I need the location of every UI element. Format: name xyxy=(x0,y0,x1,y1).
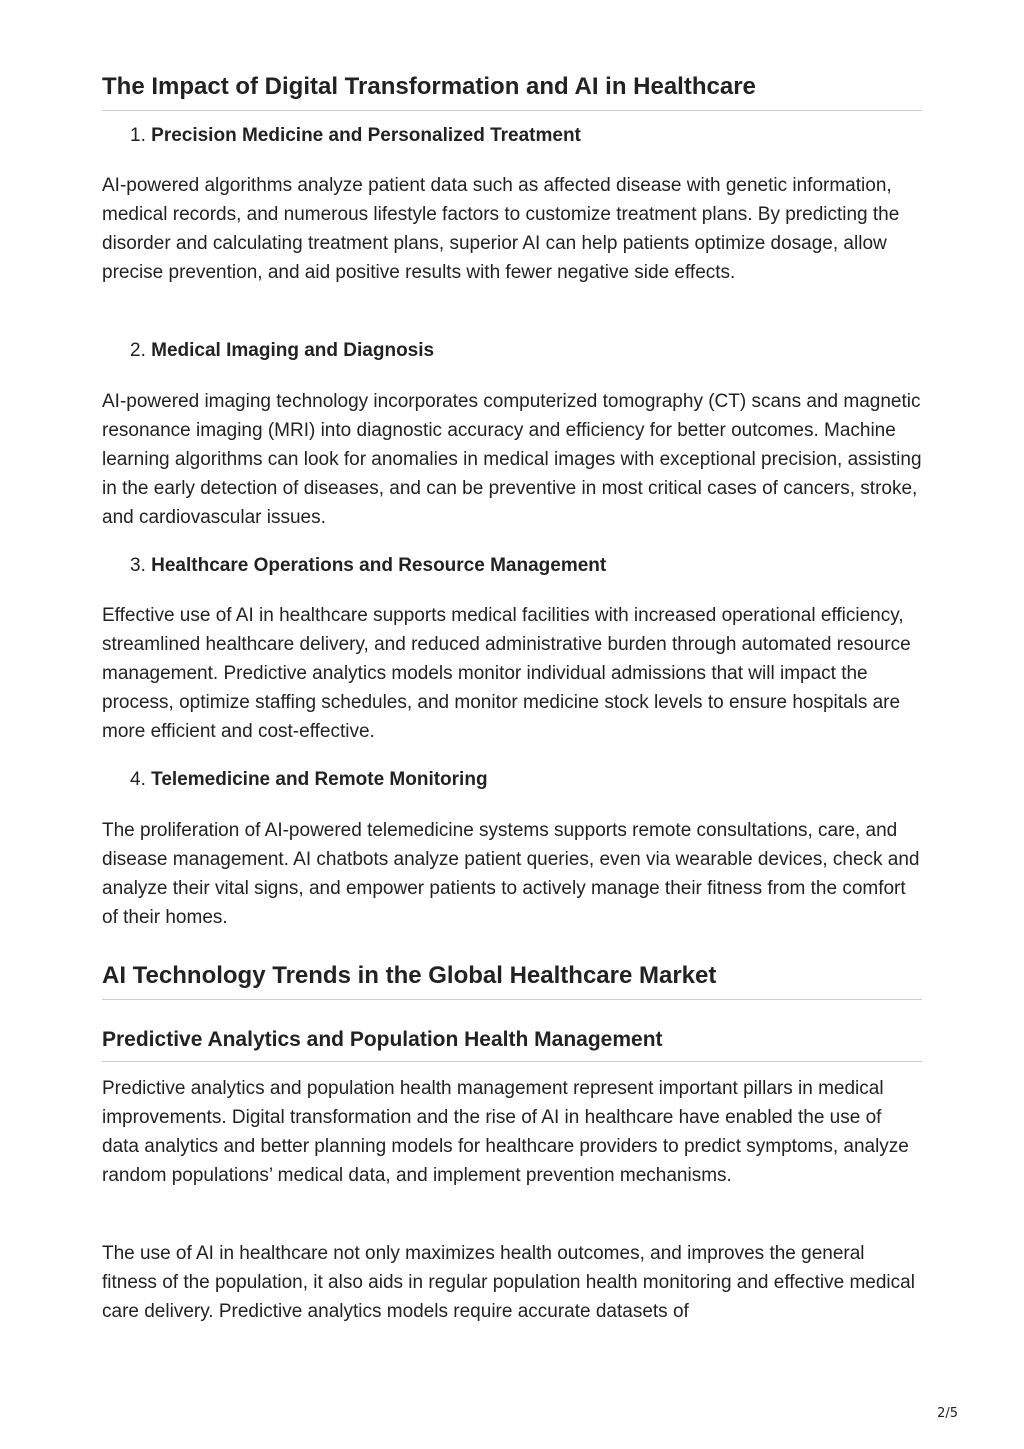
list-item-2 xyxy=(102,339,922,363)
subheading-predictive-analytics: Predictive Analytics and Population Health Management xyxy=(102,1027,922,1062)
paragraph-healthcare-operations: Effective use of AI in healthcare supports medical facilities with increased operational efficiency, streamlined healthcare delivery, and reduced administrative burden through automated resource management. Predictive analytics models monitor individual admissions that will impact the process, optimize staffing schedules, and monitor medicine stock levels to ensure hospitals are more efficient and cost-effective. xyxy=(102,605,911,742)
paragraph-predictive-analytics-2: The use of AI in healthcare not only maximizes health outcomes, and improves the general fitness of the population, it also aids in regular population health monitoring and effective medical care delivery. Predictive analytics models require accurate datasets of xyxy=(102,1243,915,1322)
list-item-4 xyxy=(102,768,922,792)
list-item-title: Precision Medicine and Personalized Treatment xyxy=(151,125,581,146)
page-number: 2/5 xyxy=(937,1406,958,1421)
list-number: 4. xyxy=(130,769,146,790)
list-item-3 xyxy=(102,554,922,578)
list-number: 3. xyxy=(130,555,146,576)
list-number: 1. xyxy=(130,125,146,146)
list-number: 2. xyxy=(130,340,146,361)
list-item-title: Medical Imaging and Diagnosis xyxy=(151,340,435,361)
list-item-1 xyxy=(102,124,922,148)
paragraph-telemedicine: The proliferation of AI-powered telemedicine systems supports remote consultations, care, and disease management. AI chatbots analyze patient queries, even via wearable devices, check and analyze their vital signs, and empower patients to actively manage their fitness from the comfort of their homes. xyxy=(102,820,920,928)
paragraph-medical-imaging: AI-powered imaging technology incorporates computerized tomography (CT) scans and magnetic resonance imaging (MRI) into diagnostic accuracy and efficiency for better outcomes. Machine learning algorithms can look for anomalies in medical images with exceptional precision, assisting in the early detection of diseases, and can be preventive in most critical cases of cancers, stroke, and cardiovascular issues. xyxy=(102,391,922,528)
paragraph-predictive-analytics-1: Predictive analytics and population health management represent important pillars in medical improvements. Digital transformation and the rise of AI in healthcare have enabled the use of data analytics and better planning models for healthcare providers to predict symptoms, analyze random populations’ medical data, and implement prevention mechanisms. xyxy=(102,1078,909,1186)
paragraph-precision-medicine: AI-powered algorithms analyze patient data such as affected disease with genetic information, medical records, and numerous lifestyle factors to customize treatment plans. By predicting the disorder and calculating treatment plans, superior AI can help patients optimize dosage, allow precise prevention, and aid positive results with fewer negative side effects. xyxy=(102,175,900,283)
list-item-title: Telemedicine and Remote Monitoring xyxy=(151,769,488,790)
section-heading-digital-transformation: The Impact of Digital Transformation and AI in Healthcare xyxy=(102,72,922,111)
section-heading-ai-trends: AI Technology Trends in the Global Healthcare Market xyxy=(102,961,922,1000)
list-item-title: Healthcare Operations and Resource Management xyxy=(151,555,607,576)
